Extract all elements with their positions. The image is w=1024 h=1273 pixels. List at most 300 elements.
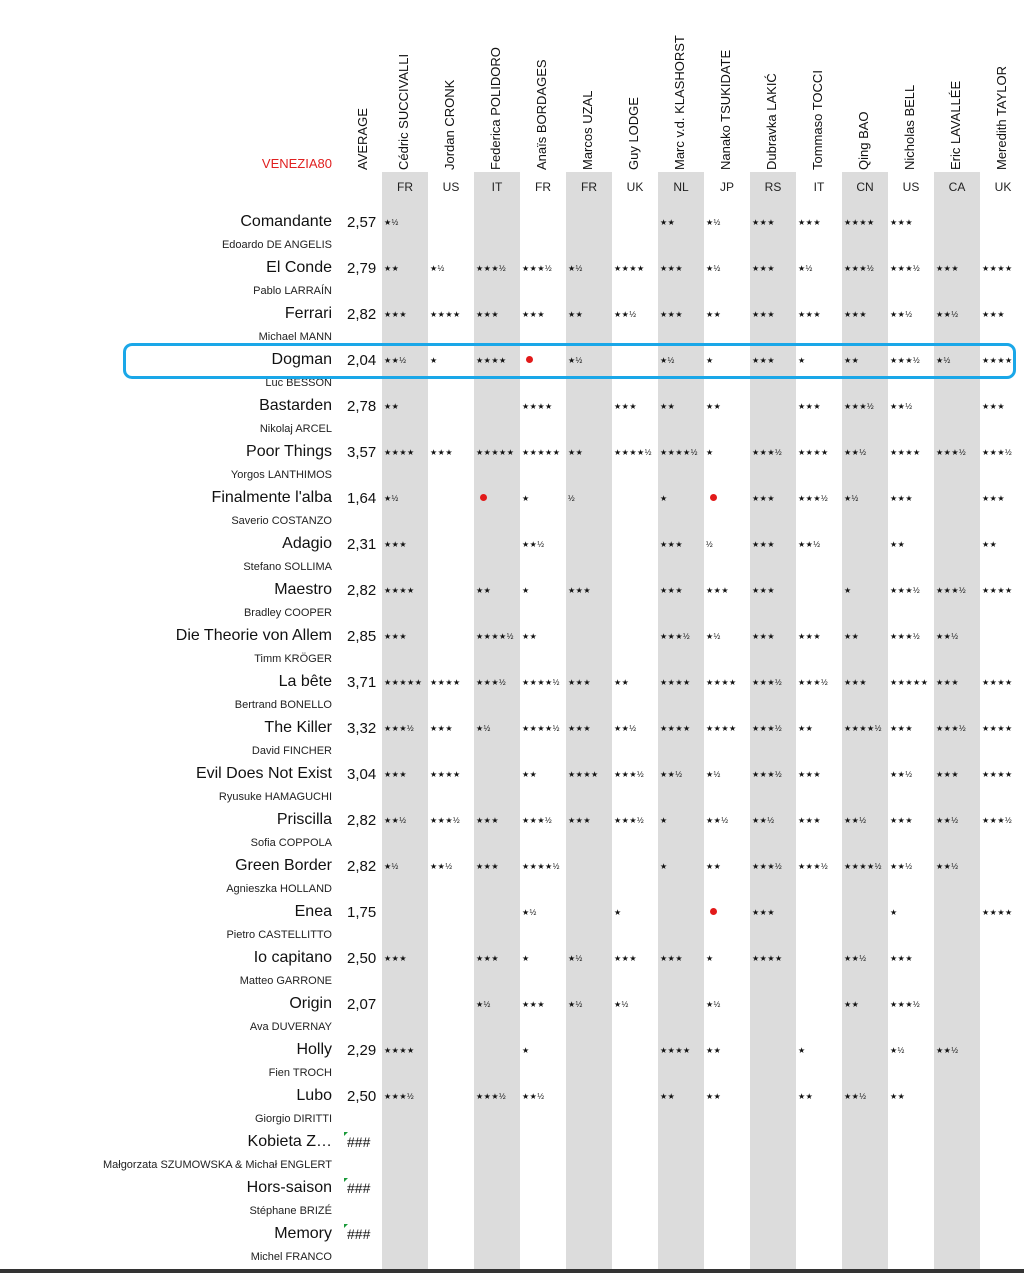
rating-cell[interactable]: ★★½ [844, 1092, 867, 1101]
rating-cell[interactable]: ★★★½ [522, 264, 553, 273]
film-director: Ava DUVERNAY [249, 1021, 332, 1033]
rating-cell[interactable]: ★★★½ [844, 402, 875, 411]
rating-cell[interactable]: ★★★½ [384, 1092, 415, 1101]
rating-cell[interactable]: ★★½ [614, 310, 637, 319]
rating-cell[interactable]: ★★★ [752, 218, 776, 227]
rating-cell[interactable]: ★½ [936, 356, 951, 365]
rating-cell[interactable]: ★★★ [476, 816, 500, 825]
rating-cell[interactable]: ★★ [798, 724, 814, 733]
rating-cell[interactable]: ★★ [798, 1092, 814, 1101]
rating-cell[interactable]: ★½ [660, 356, 675, 365]
rating-cell[interactable]: ★★★½ [982, 448, 1013, 457]
rating-cell[interactable]: ★★★ [568, 678, 592, 687]
rating-cell[interactable]: ★½ [476, 1000, 491, 1009]
rating-cell[interactable]: ★½ [844, 494, 859, 503]
rating-cell[interactable]: ★½ [568, 1000, 583, 1009]
film-title[interactable]: Lubo [296, 1087, 332, 1104]
critic-country: US [902, 180, 920, 194]
rating-cell[interactable]: ★★★ [982, 494, 1006, 503]
rating-cell[interactable]: ★★½ [706, 816, 729, 825]
column-stripe [382, 172, 428, 1273]
film-title[interactable]: Priscilla [276, 811, 332, 828]
rating-cell[interactable]: ★½ [798, 264, 813, 273]
rating-cell[interactable]: ★★★ [568, 724, 592, 733]
rating-cell[interactable]: ★ [522, 954, 530, 963]
red-dot-icon [480, 494, 487, 501]
film-director: Luc BESSON [265, 377, 332, 389]
rating-cell[interactable]: ★★★½ [844, 264, 875, 273]
film-title[interactable]: La bête [278, 673, 332, 690]
rating-cell[interactable]: ★★ [706, 310, 722, 319]
rating-cell[interactable]: ★★½ [890, 770, 913, 779]
critic-country: FR [397, 180, 413, 194]
film-title[interactable]: Kobieta Z… [247, 1133, 332, 1150]
rating-cell[interactable]: ★★★ [430, 724, 454, 733]
rating-cell[interactable]: ★★★★ [522, 402, 553, 411]
rating-cell[interactable]: ★½ [384, 862, 399, 871]
rating-cell[interactable]: ★★★★½ [614, 448, 652, 457]
film-director: Bradley COOPER [243, 607, 332, 619]
film-director: Pietro CASTELLITTO [226, 929, 332, 941]
film-average: 3,71 [347, 674, 377, 691]
rating-cell[interactable]: ★★★ [890, 494, 914, 503]
rating-cell[interactable]: ★★★★ [568, 770, 599, 779]
rating-cell[interactable]: ★★★★ [798, 448, 829, 457]
film-title[interactable]: Enea [294, 903, 332, 920]
rating-cell[interactable]: ★★★½ [798, 862, 829, 871]
rating-cell[interactable]: ★★★★ [430, 770, 461, 779]
rating-cell[interactable]: ★★ [706, 402, 722, 411]
rating-cell[interactable]: ★★★ [660, 586, 684, 595]
film-average: 2,85 [347, 628, 377, 645]
film-director: Stéphane BRIZÉ [249, 1205, 332, 1217]
film-title[interactable]: The Killer [264, 719, 332, 736]
film-director: Stefano SOLLIMA [243, 561, 332, 573]
critic-country: FR [535, 180, 551, 194]
rating-cell[interactable]: ★★½ [844, 816, 867, 825]
film-average: 1,64 [347, 490, 377, 507]
rating-cell[interactable]: ★★½ [844, 954, 867, 963]
rating-cell[interactable]: ★★★★½ [476, 632, 514, 641]
rating-cell[interactable]: ★★★ [752, 540, 776, 549]
rating-cell[interactable]: ★ [798, 1046, 806, 1055]
critic-country: CN [856, 180, 874, 194]
film-title[interactable]: Maestro [274, 581, 332, 598]
rating-cell[interactable]: ★★★★ [384, 448, 415, 457]
red-dot-icon [710, 908, 717, 915]
rating-cell[interactable]: ★★★ [476, 954, 500, 963]
rating-cell[interactable]: ★★★ [384, 954, 408, 963]
rating-cell[interactable]: ★★★½ [890, 1000, 921, 1009]
rating-cell[interactable]: ★★★★★ [890, 678, 929, 687]
ratings-grid: VENEZIA80 AVERAGE Cédric SUCCIVALLI FR Jordan CRONK US Federica POLIDORO IT Anaïs BORDAGES FR Marcos UZAL FR Guy LODGE UK Marc v.d. KLASHORST NL Nanako TSUKIDATE JP Dubravka LAKIĆ RS Tommaso TOCCI IT Qing BAO CN Nicholas BELL US Eric LAVALLÉE CA Meredith TAYLOR UK Comandante Edoardo DE ANGELIS 2,57 ★½ ★★ ★½ ★★★ ★★★ ★★★★ ★★★ El Conde Pablo LARRAÍN 2,79 ★★ ★½ ★★★½ ★★★½ ★½ ★★★★ ★★★ ★½ ★★★ ★½ ★★★½ ★★★½ ★★★ ★★★★ Ferrari Michael MANN 2,82 ★★★ ★★★★ ★★★ ★★★ ★★ ★★½ ★★★ ★★ ★★★ ★★★ ★★★ ★★½ ★★½ ★★★ Dogman Luc BESSON 2,04 ★★½ ★ ★★★★ ★½ ★½ ★ ★★★ ★ ★★ ★★★½ ★½ ★★★★ Bastarden Nikolaj ARCEL 2,78 ★★ ★★★★ ★★★ ★★ ★★ ★★★ ★★★½ ★★½ ★★★ Poor Things Yorgos LANTHIMOS 3,57 ★★★★ ★★★ ★★★★★ ★★★★★ ★★ ★★★★½ ★★★★½ ★ ★★★½ ★★★★ ★★½ ★★★★ ★★★½ ★★★½ Finalmente l'alba Saverio COSTANZO 1,64 ★½ ★ ½ ★ ★★★ ★★★½ ★½ ★★★ ★★★ Adagio Stefano SOLLIMA 2,31 ★★★ ★★½ ★★★ ½ ★★★ ★★½ ★★ ★★ Maestro Bradley COOPER 2,82 ★★★★ ★★ ★ ★★★ ★★★ ★★★ ★★★ ★ ★★★½ ★★★½ ★★★★ Die Theorie von Allem Timm KRÖGER 2,85 ★★★ ★★★★½ ★★ ★★★½ ★½ ★★★ ★★★ ★★ ★★★½ ★★½ La bête Bertrand BONELLO 3,71 ★★★★★ ★★★★ ★★★½ ★★★★½ ★★★ ★★ ★★★★ ★★★★ ★★★½ ★★★½ ★★★ ★★★★★ ★★★ ★★★★ The Killer David FINCHER 3,32 ★★★½ ★★★ ★½ ★★★★½ ★★★ ★★½ ★★★★ ★★★★ ★★★½ ★★ ★★★★½ ★★★ ★★★½ ★★★★ Evil Does Not Exist Ryusuke HAMAGUCHI 3,04 ★★★ ★★★★ ★★ ★★★★ ★★★½ ★★½ ★½ ★★★½ ★★★ ★★½ ★★★ ★★★★ Priscilla Sofia COPPOLA 2,82 ★★½ ★★★½ ★★★ ★★★½ ★★★ ★★★½ ★ ★★½ ★★½ ★★★ ★★½ ★★★ ★★½ ★★★½ Green Border Agnieszka HOLLAND 2,82 ★½ ★★½ ★★★ ★★★★½ ★ ★★ ★★★½ ★★★½ ★★★★½ ★★½ ★★½ Enea Pietro CASTELLITTO 1,75 ★½ ★ ★★★ ★ ★★★★ Io capitano Matteo GARRONE 2,50 ★★★ ★★★ ★ ★½ ★★★ ★★★ ★ ★★★★ ★★½ ★★★ Origin Ava DUVERNAY 2,07 ★½ ★★★ ★½ ★½ ★½ ★★ ★★★½ Holly Fien TROCH 2,29 ★★★★ ★ ★★★★ ★★ ★ ★½ ★★½ Lubo Giorgio DIRITTI 2,50 ★★★½ ★★★½ ★★½ ★★ ★★ ★★ ★★½ ★★ Kobieta Z… Małgorzata SZUMOWSKA & Michał ENGLERT ### Hors-saison Stéphane BRIZÉ ### Memory Michel FRANCO ### [0, 0, 1024, 1273]
film-director: Sofia COPPOLA [250, 837, 332, 849]
rating-cell[interactable]: ★★★ [844, 310, 868, 319]
rating-cell[interactable]: ★½ [706, 218, 721, 227]
critic-country: IT [491, 180, 503, 194]
rating-cell[interactable]: ★★★½ [936, 586, 967, 595]
film-title[interactable]: Bastarden [259, 397, 332, 414]
film-average: 3,32 [347, 720, 377, 737]
film-director: Saverio COSTANZO [231, 515, 332, 527]
column-stripe [658, 172, 704, 1273]
rating-cell[interactable]: ★ [890, 908, 898, 917]
rating-cell[interactable]: ★★★ [798, 770, 822, 779]
film-title[interactable]: Green Border [235, 857, 332, 874]
rating-cell[interactable]: ★★½ [430, 862, 453, 871]
rating-cell[interactable]: ★ [706, 448, 714, 457]
rating-cell[interactable]: ★★★½ [982, 816, 1013, 825]
film-director: Michael MANN [258, 331, 332, 343]
rating-cell[interactable]: ★★★½ [890, 264, 921, 273]
rating-cell[interactable]: ★½ [706, 632, 721, 641]
rating-cell[interactable]: ★★ [660, 1092, 676, 1101]
rating-cell[interactable]: ★★★ [660, 310, 684, 319]
rating-cell[interactable]: ★★ [890, 1092, 906, 1101]
rating-cell[interactable]: ★★ [660, 218, 676, 227]
rating-cell[interactable]: ★★½ [614, 724, 637, 733]
rating-cell-walkout[interactable] [474, 494, 520, 503]
rating-cell[interactable]: ★★★½ [384, 724, 415, 733]
column-stripe [842, 172, 888, 1273]
film-title[interactable]: Ferrari [284, 305, 332, 322]
critic-country: JP [719, 180, 734, 194]
rating-cell[interactable]: ★★★ [706, 586, 730, 595]
rating-cell[interactable]: ★★★ [568, 586, 592, 595]
rating-cell[interactable]: ★★★½ [476, 1092, 507, 1101]
rating-cell[interactable]: ★★★★ [476, 356, 507, 365]
film-average: 2,82 [347, 858, 377, 875]
rating-cell[interactable]: ★★ [568, 310, 584, 319]
rating-cell[interactable]: ★★★ [798, 402, 822, 411]
rating-cell[interactable]: ★★★ [384, 540, 408, 549]
rating-cell[interactable]: ★★★★ [706, 678, 737, 687]
film-title[interactable]: Adagio [282, 535, 332, 552]
rating-cell[interactable]: ★½ [568, 356, 583, 365]
film-title[interactable]: Origin [289, 995, 332, 1012]
rating-cell[interactable]: ½ [706, 540, 714, 549]
rating-cell[interactable]: ★★½ [936, 310, 959, 319]
rating-cell[interactable]: ★★½ [890, 310, 913, 319]
film-average: 2,04 [347, 352, 377, 369]
rating-cell[interactable]: ★ [522, 586, 530, 595]
rating-cell[interactable]: ★★ [706, 862, 722, 871]
rating-cell[interactable]: ★ [522, 494, 530, 503]
rating-cell[interactable]: ★★★½ [752, 770, 783, 779]
rating-cell[interactable]: ★★★ [798, 632, 822, 641]
rating-cell[interactable]: ★ [844, 586, 852, 595]
red-dot-icon [710, 494, 717, 501]
film-title[interactable]: Io capitano [253, 949, 332, 966]
rating-cell[interactable]: ★★★ [384, 632, 408, 641]
column-stripe [750, 172, 796, 1273]
rating-cell[interactable]: ★½ [614, 1000, 629, 1009]
film-average: 2,57 [347, 214, 377, 231]
rating-cell[interactable]: ★★½ [936, 862, 959, 871]
film-average: 2,82 [347, 582, 377, 599]
formula-marker-icon [344, 1224, 348, 1228]
film-director: Michel FRANCO [250, 1251, 332, 1263]
film-title[interactable]: Die Theorie von Allem [175, 627, 332, 644]
rating-cell[interactable]: ★★ [844, 356, 860, 365]
rating-cell[interactable]: ★★★½ [522, 816, 553, 825]
rating-cell[interactable]: ★★★★ [614, 264, 645, 273]
rating-cell[interactable]: ★★★★ [660, 724, 691, 733]
rating-cell[interactable]: ★★ [568, 448, 584, 457]
rating-cell[interactable]: ★★½ [660, 770, 683, 779]
rating-cell[interactable]: ★★★ [982, 310, 1006, 319]
rating-cell[interactable]: ★★★½ [798, 494, 829, 503]
film-director: Pablo LARRAÍN [253, 285, 332, 297]
rating-cell[interactable]: ★ [522, 1046, 530, 1055]
column-stripe [566, 172, 612, 1273]
rating-cell[interactable]: ★½ [476, 724, 491, 733]
film-average: 2,82 [347, 306, 377, 323]
rating-cell[interactable]: ★★★★ [982, 356, 1013, 365]
rating-cell[interactable]: ½ [568, 494, 576, 503]
film-title[interactable]: Hors-saison [246, 1179, 332, 1196]
rating-cell[interactable]: ★★★★ [660, 1046, 691, 1055]
rating-cell[interactable]: ★★★ [798, 310, 822, 319]
rating-cell[interactable]: ★½ [568, 954, 583, 963]
film-average: 3,04 [347, 766, 377, 783]
critic-country: CA [948, 180, 966, 194]
rating-cell-walkout[interactable] [704, 908, 750, 917]
rating-cell[interactable]: ★★★ [752, 356, 776, 365]
rating-cell[interactable]: ★★★★ [430, 678, 461, 687]
rating-cell[interactable]: ★½ [706, 770, 721, 779]
rating-cell[interactable]: ★★★ [752, 586, 776, 595]
rating-cell[interactable]: ★★★★½ [660, 448, 698, 457]
formula-marker-icon [344, 1178, 348, 1182]
rating-cell[interactable]: ★★½ [522, 1092, 545, 1101]
rating-cell[interactable]: ★★ [890, 540, 906, 549]
rating-cell[interactable]: ★★★ [798, 816, 822, 825]
rating-cell[interactable]: ★★★★ [384, 1046, 415, 1055]
rating-cell[interactable]: ★★ [844, 1000, 860, 1009]
rating-cell[interactable]: ★★½ [936, 632, 959, 641]
rating-cell[interactable]: ★ [706, 954, 714, 963]
film-average: 2,82 [347, 812, 377, 829]
rating-cell[interactable]: ★★★½ [752, 678, 783, 687]
rating-cell[interactable]: ★ [614, 908, 622, 917]
column-stripe [934, 172, 980, 1273]
rating-cell[interactable]: ★★★½ [614, 770, 645, 779]
rating-cell[interactable]: ★★★½ [476, 678, 507, 687]
film-director: Matteo GARRONE [239, 975, 332, 987]
rating-cell[interactable]: ★★★½ [890, 586, 921, 595]
rating-cell[interactable]: ★★★★ [982, 586, 1013, 595]
rating-cell[interactable]: ★★★ [936, 678, 960, 687]
rating-cell[interactable]: ★★★★½ [522, 862, 560, 871]
rating-cell[interactable]: ★★½ [936, 1046, 959, 1055]
rating-cell[interactable]: ★★★★★ [476, 448, 515, 457]
rating-cell[interactable]: ★★★★½ [844, 862, 882, 871]
film-director: Ryusuke HAMAGUCHI [218, 791, 332, 803]
rating-cell[interactable]: ★½ [706, 1000, 721, 1009]
rating-cell[interactable]: ★★½ [752, 816, 775, 825]
rating-cell[interactable]: ★★ [660, 402, 676, 411]
rating-cell[interactable]: ★★★★ [982, 770, 1013, 779]
rating-cell[interactable]: ★★ [706, 1046, 722, 1055]
rating-cell[interactable]: ★★★ [660, 264, 684, 273]
rating-cell[interactable]: ★★★ [522, 310, 546, 319]
rating-cell-walkout[interactable] [704, 494, 750, 503]
rating-cell[interactable]: ★★★ [752, 632, 776, 641]
rating-cell[interactable]: ★★★ [660, 540, 684, 549]
film-director: Małgorzata SZUMOWSKA & Michał ENGLERT [102, 1159, 332, 1171]
rating-cell[interactable]: ★½ [384, 494, 399, 503]
rating-cell[interactable]: ★★★½ [890, 356, 921, 365]
critic-country: FR [581, 180, 597, 194]
rating-cell[interactable]: ★★★ [614, 402, 638, 411]
rating-cell[interactable]: ★★★ [476, 310, 500, 319]
rating-cell[interactable]: ★★½ [844, 448, 867, 457]
rating-cell[interactable]: ★★½ [890, 402, 913, 411]
critic-country: US [442, 180, 460, 194]
rating-cell[interactable]: ★★★ [660, 954, 684, 963]
film-director: David FINCHER [251, 745, 332, 757]
film-average: ### [347, 1226, 371, 1242]
rating-cell[interactable]: ★★½ [522, 540, 545, 549]
rating-cell[interactable]: ★★½ [936, 816, 959, 825]
film-average: ### [347, 1134, 371, 1150]
rating-cell[interactable]: ★★½ [384, 356, 407, 365]
film-title[interactable]: Memory [274, 1225, 332, 1242]
rating-cell[interactable]: ★★★★ [982, 678, 1013, 687]
rating-cell[interactable]: ★★★ [890, 954, 914, 963]
film-title[interactable]: El Conde [266, 259, 332, 276]
film-title[interactable]: Finalmente l'alba [211, 489, 332, 506]
rating-cell[interactable]: ★★★★ [752, 954, 783, 963]
rating-cell[interactable]: ★★★½ [936, 448, 967, 457]
rating-cell[interactable]: ★ [660, 494, 668, 503]
rating-cell[interactable]: ★ [660, 862, 668, 871]
film-average: 2,79 [347, 260, 377, 277]
rating-cell[interactable]: ★★★½ [752, 862, 783, 871]
rating-cell[interactable]: ★★★★ [982, 908, 1013, 917]
rating-cell[interactable]: ★★ [982, 540, 998, 549]
film-director: Giorgio DIRITTI [254, 1113, 332, 1125]
rating-cell[interactable]: ★★★ [752, 494, 776, 503]
rating-cell[interactable]: ★★★ [614, 954, 638, 963]
rating-cell[interactable]: ★★★★ [384, 586, 415, 595]
rating-cell[interactable]: ★★★ [890, 218, 914, 227]
rating-cell[interactable]: ★★★ [936, 264, 960, 273]
rating-cell[interactable]: ★★★½ [752, 724, 783, 733]
film-average: 1,75 [347, 904, 377, 921]
rating-cell[interactable]: ★★★ [844, 678, 868, 687]
film-average: 2,50 [347, 1088, 377, 1105]
rating-cell[interactable]: ★★★★ [660, 678, 691, 687]
film-average: ### [347, 1180, 371, 1196]
rating-cell[interactable]: ★★★½ [936, 724, 967, 733]
rating-cell[interactable]: ★★★ [752, 264, 776, 273]
rating-cell[interactable]: ★★ [522, 632, 538, 641]
rating-cell[interactable]: ★★★ [890, 816, 914, 825]
film-director: Edoardo DE ANGELIS [221, 239, 332, 251]
critic-country: IT [813, 180, 825, 194]
rating-cell[interactable]: ★½ [706, 264, 721, 273]
rating-cell[interactable]: ★★★½ [798, 678, 829, 687]
rating-cell[interactable]: ★★★ [890, 724, 914, 733]
rating-cell[interactable]: ★ [430, 356, 438, 365]
rating-cell[interactable]: ★½ [384, 218, 399, 227]
film-title[interactable]: Holly [296, 1041, 332, 1058]
rating-cell[interactable]: ★★★ [430, 448, 454, 457]
rating-cell[interactable]: ★★ [384, 402, 400, 411]
rating-cell[interactable]: ★★ [614, 678, 630, 687]
rating-cell[interactable]: ★½ [890, 1046, 905, 1055]
film-director: Yorgos LANTHIMOS [230, 469, 332, 481]
rating-cell[interactable]: ★★ [706, 1092, 722, 1101]
film-average: 2,31 [347, 536, 377, 553]
film-average: 3,57 [347, 444, 377, 461]
rating-cell[interactable]: ★★★ [752, 908, 776, 917]
rating-cell[interactable]: ★½ [430, 264, 445, 273]
rating-cell[interactable]: ★★★★ [844, 218, 875, 227]
rating-cell[interactable]: ★★★ [798, 218, 822, 227]
film-title[interactable]: Comandante [240, 213, 332, 230]
rating-cell[interactable]: ★★★★ [706, 724, 737, 733]
rating-cell[interactable]: ★★★ [384, 310, 408, 319]
film-director: Agnieszka HOLLAND [226, 883, 332, 895]
film-title[interactable]: Poor Things [246, 443, 332, 460]
rating-cell[interactable]: ★★★★ [982, 724, 1013, 733]
rating-cell[interactable]: ★★★★★ [522, 448, 561, 457]
rating-cell[interactable]: ★★★½ [476, 264, 507, 273]
rating-cell[interactable]: ★★★★½ [522, 724, 560, 733]
film-title[interactable]: Evil Does Not Exist [195, 765, 332, 782]
rating-cell[interactable]: ★★★★★ [384, 678, 423, 687]
rating-cell[interactable]: ★ [706, 356, 714, 365]
rating-cell[interactable]: ★★★½ [752, 448, 783, 457]
rating-cell[interactable]: ★★★★½ [522, 678, 560, 687]
rating-cell[interactable]: ★★½ [890, 862, 913, 871]
rating-cell[interactable]: ★★ [384, 264, 400, 273]
rating-cell[interactable]: ★★★ [936, 770, 960, 779]
rating-cell[interactable]: ★★★½ [890, 632, 921, 641]
rating-cell[interactable]: ★★★ [476, 862, 500, 871]
festival-label: VENEZIA80 [261, 156, 332, 171]
rating-cell[interactable]: ★★★★ [430, 310, 461, 319]
rating-cell[interactable]: ★★★ [522, 1000, 546, 1009]
film-director: Fien TROCH [268, 1067, 332, 1079]
rating-cell[interactable]: ★★ [844, 632, 860, 641]
rating-cell[interactable]: ★★★½ [660, 632, 691, 641]
rating-cell[interactable]: ★½ [568, 264, 583, 273]
rating-cell[interactable]: ★★★½ [614, 816, 645, 825]
rating-cell[interactable]: ★★★★ [890, 448, 921, 457]
rating-cell[interactable]: ★★★ [384, 770, 408, 779]
rating-cell[interactable]: ★ [798, 356, 806, 365]
rating-cell[interactable]: ★★★ [752, 310, 776, 319]
rating-cell[interactable]: ★★★★ [982, 264, 1013, 273]
rating-cell[interactable]: ★★½ [384, 816, 407, 825]
rating-cell[interactable]: ★★★★½ [844, 724, 882, 733]
rating-cell[interactable]: ★½ [522, 908, 537, 917]
film-director: Nikolaj ARCEL [259, 423, 332, 435]
rating-cell[interactable]: ★★★ [568, 816, 592, 825]
rating-cell[interactable]: ★★ [522, 770, 538, 779]
rating-cell[interactable]: ★★ [476, 586, 492, 595]
rating-cell[interactable]: ★★★ [982, 402, 1006, 411]
film-title[interactable]: Dogman [271, 351, 332, 368]
critic-country: RS [764, 180, 782, 194]
rating-cell[interactable]: ★ [660, 816, 668, 825]
rating-cell[interactable]: ★★★½ [430, 816, 461, 825]
rating-cell[interactable]: ★★½ [798, 540, 821, 549]
